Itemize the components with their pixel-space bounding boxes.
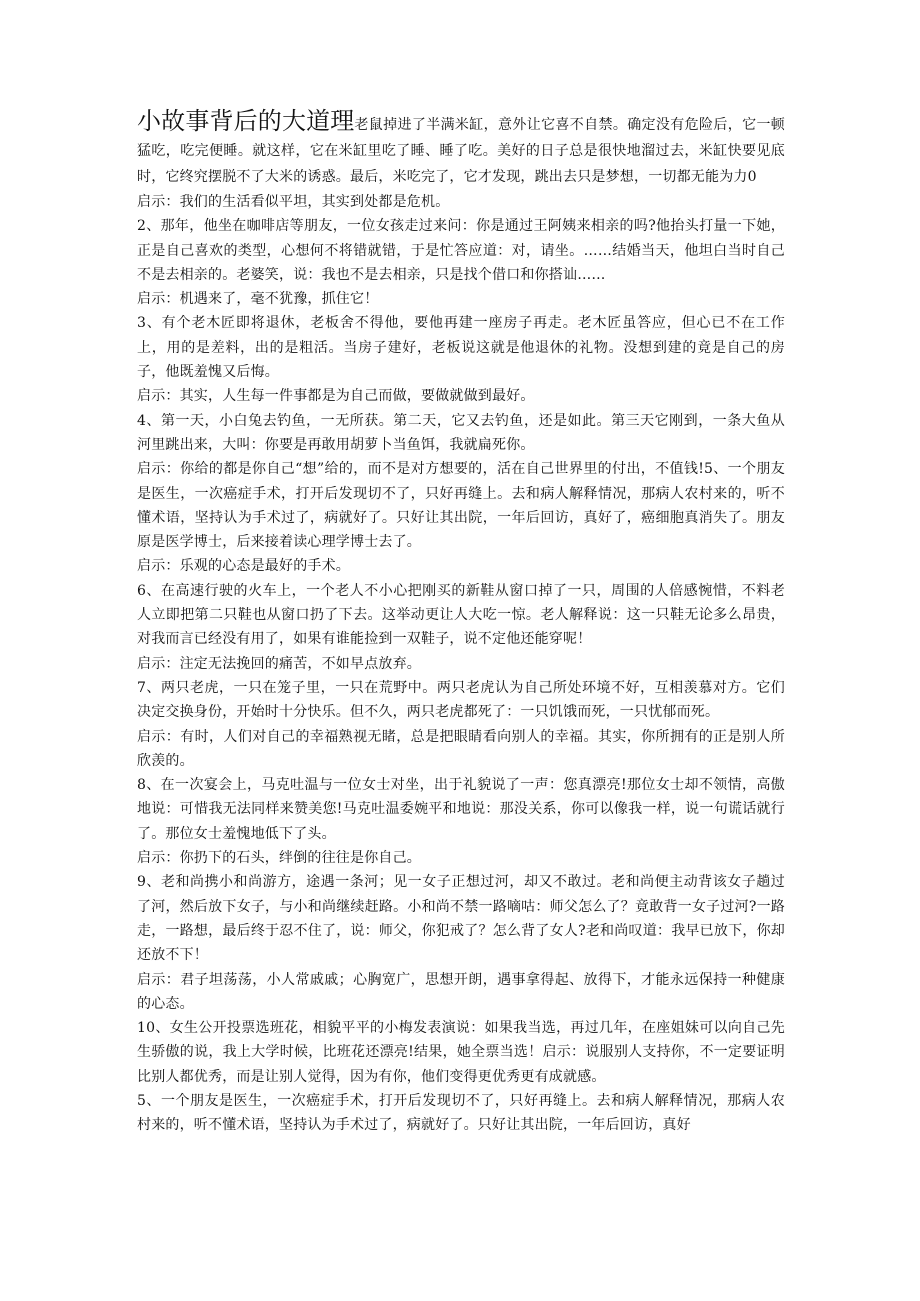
- paragraph: 8、在一次宴会上，马克吐温与一位女士对坐，出于礼貌说了一声：您真漂亮!那位女士却不领情，高傲地说：可惜我无法同样来赞美您!马克吐温委婉平和地说：那没关系，你可以像我一样，说一句谎话就行了。那位女士羞愧地低下了头。: [137, 777, 785, 842]
- paragraph: 5、一个朋友是医生，一次癌症手术，打开后发现切不了，只好再缝上。去和病人解释情况，那病人农村来的，听不懂术语，坚持认为手术过了，病就好了。只好让其出院，一年后回访，真好: [137, 1092, 785, 1134]
- paragraph: 3、有个老木匠即将退休，老板舍不得他，要他再建一座房子再走。老木匠虽答应，但心已不在工作上，用的是差料，出的是粗活。当房子建好，老板说这就是他退休的礼物。没想到建的竟是自己的房子，他既羞愧又后悔。: [137, 315, 785, 381]
- paragraph: 2、那年，他坐在咖啡店等朋友，一位女孩走过来问：你是通过王阿姨来相亲的吗?他抬头打量一下她，正是自己喜欢的类型，心想何不将错就错，于是忙答应道：对，请坐。……结婚当天，他坦白当时自己不是去相亲的。老婆笑，说：我也不是去相亲，只是找个借口和你搭讪……: [137, 218, 785, 283]
- paragraph: 启示：其实，人生每一件事都是为自己而做，要做就做到最好。: [137, 388, 535, 405]
- paragraph: 6、在高速行驶的火车上，一个老人不小心把刚买的新鞋从窗口掉了一只，周围的人倍感惋惜，不料老人立即把第二只鞋也从窗口扔了下去。这举动更让人大吃一惊。老人解释说：这一只鞋无论多么昂贵，对我而言已经没有用了，如果有谁能捡到一双鞋子，说不定他还能穿呢！: [137, 582, 785, 648]
- intro-paragraph: [137, 108, 785, 190]
- document-title: 小故事背后的大道理: [137, 107, 355, 135]
- paragraph: 启示：机遇来了，毫不犹豫，抓住它！: [137, 291, 379, 308]
- intro-text: 老鼠掉进了半满米缸，意外让它喜不自禁。确定没有危险后，它一顿猛吃，吃完便睡。就这样，它在米缸里吃了睡、睡了吃。美好的日子总是很快地溜过去，米缸快要见底时，它终究摆脱不了大米的诱惑。最后，米吃完了，它才发现，跳出去只是梦想，一切都无能为力0: [137, 117, 785, 185]
- paragraph: 启示：乐观的心态是最好的手术。: [137, 558, 350, 575]
- paragraph: 启示：君子坦荡荡，小人常戚戚；心胸宽广，思想开朗，遇事拿得起、放得下，才能永远保持一种健康的心态。: [137, 971, 785, 1012]
- paragraph: 9、老和尚携小和尚游方，途遇一条河；见一女子正想过河，却又不敢过。老和尚便主动背该女子趟过了河，然后放下女子，与小和尚继续赶路。小和尚不禁一路嘀咕：师父怎么了？竟敢背一女子过河?一路走，一路想，最后终于忍不住了，说：师父，你犯戒了？怎么背了女人?老和尚叹道：我早已放下，你却还放不下！: [137, 874, 785, 964]
- document-body: [137, 108, 785, 1138]
- paragraph: 7、两只老虎，一只在笼子里，一只在荒野中。两只老虎认为自己所处环境不好，互相羡慕对方。它们决定交换身份，开始时十分快乐。但不久，两只老虎都死了：一只饥饿而死，一只忧郁而死。: [137, 679, 785, 721]
- paragraph: 启示：你给的都是你自己“想”给的，而不是对方想要的，活在自己世界里的付出，不值钱!5、一个朋友是医生，一次癌症手术，打开后发现切不了，只好再缝上。去和病人解释情况，那病人农村来的，听不懂术语，坚持认为手术过了，病就好了。只好让其出院，一年后回访，真好了，癌细胞真消失了。朋友原是医学博士，后来接着读心理学博士去了。: [137, 461, 785, 551]
- paragraph: 启示：有时，人们对自己的幸福熟视无睹，总是把眼睛看向别人的幸福。其实，你所拥有的正是别人所欣羡的。: [137, 728, 785, 769]
- paragraph: 4、第一天，小白兔去钓鱼，一无所获。第二天，它又去钓鱼，还是如此。第三天它刚到，一条大鱼从河里跳出来，大叫：你要是再敢用胡萝卜当鱼饵，我就扁死你。: [137, 412, 785, 453]
- paragraph: 10、女生公开投票选班花，相貌平平的小梅发表演说：如果我当选，再过几年，在座姐妹可以向自己先生骄傲的说，我上大学时候，比班花还漂亮!结果，她全票当选！启示：说服别人支持你，不一定要证明比别人都优秀，而是让别人觉得，因为有你，他们变得更优秀更有成就感。: [137, 1020, 785, 1085]
- paragraph: 启示：我们的生活看似平坦，其实到处都是危机。: [137, 194, 450, 210]
- paragraph: 启示：你扔下的石头，绊倒的往往是你自己。: [137, 850, 421, 867]
- paragraph: 启示：注定无法挽回的痛苦，不如早点放弃。: [137, 655, 421, 672]
